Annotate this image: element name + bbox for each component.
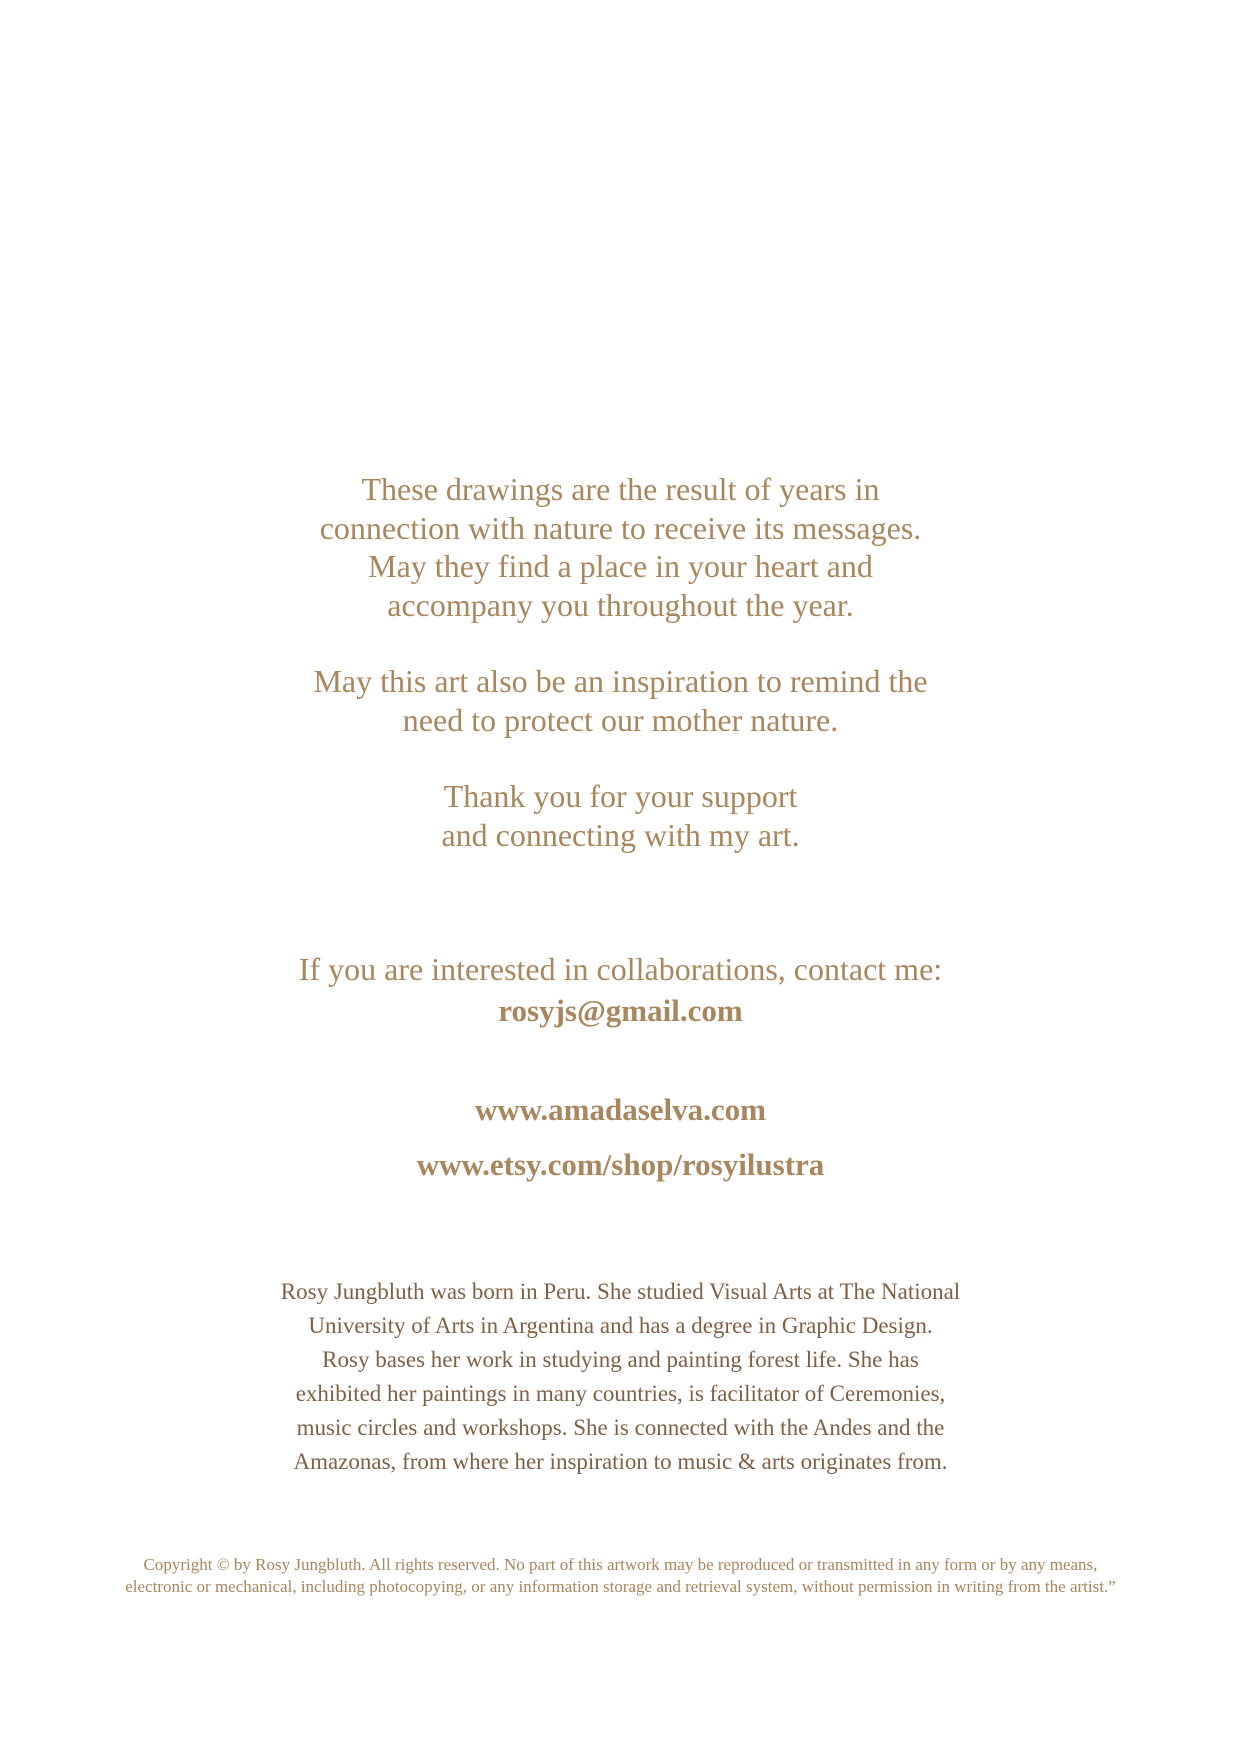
etsy-link-row [0,1146,1241,1184]
bio-line: University of Arts in Argentina and has a degree in Graphic Design. [308,1313,933,1338]
copyright-notice [0,1554,1241,1598]
intro-paragraph-1 [0,470,1241,624]
bio-line: Rosy bases her work in studying and painting forest life. She has [322,1347,919,1372]
contact-prompt-text: If you are interested in collaborations, contact me: [298,951,943,987]
intro-paragraph-2 [0,662,1241,739]
intro-line: May this art also be an inspiration to remind the [313,663,928,699]
artist-bio [0,1275,1241,1479]
contact-email-row [0,992,1241,1030]
intro-line: need to protect our mother nature. [402,701,839,738]
email-link[interactable]: rosyjs@gmail.com [498,993,743,1028]
intro-paragraph-3 [0,777,1241,854]
intro-line: and connecting with my art. [441,816,800,853]
etsy-shop-link[interactable]: www.etsy.com/shop/rosyilustra [416,1147,825,1182]
intro-line: May they find a place in your heart and [368,548,873,584]
bio-line: Amazonas, from where her inspiration to music & arts originates from. [293,1449,948,1474]
intro-line: These drawings are the result of years in [361,471,880,507]
intro-text [0,470,1241,854]
bio-line: Rosy Jungbluth was born in Peru. She studied Visual Arts at The National [280,1279,961,1304]
bio-line: music circles and workshops. She is connected with the Andes and the [296,1415,945,1440]
website-link[interactable]: www.amadaselva.com [474,1092,767,1127]
website-link-row [0,1091,1241,1129]
intro-line: connection with nature to receive its messages. [319,509,922,546]
contact-prompt [0,950,1241,988]
copyright-line: Copyright © by Rosy Jungbluth. All rights reserved. No part of this artwork may be reproduced or transmitted in any form or by any means, [143,1555,1098,1574]
copyright-line: electronic or mechanical, including photocopying, or any information storage and retrieval system, without permission in writing from the artist.” [125,1577,1116,1596]
bio-line: exhibited her paintings in many countries, is facilitator of Ceremonies, [295,1381,946,1406]
intro-line: Thank you for your support [443,778,798,814]
intro-line: accompany you throughout the year. [387,586,854,623]
